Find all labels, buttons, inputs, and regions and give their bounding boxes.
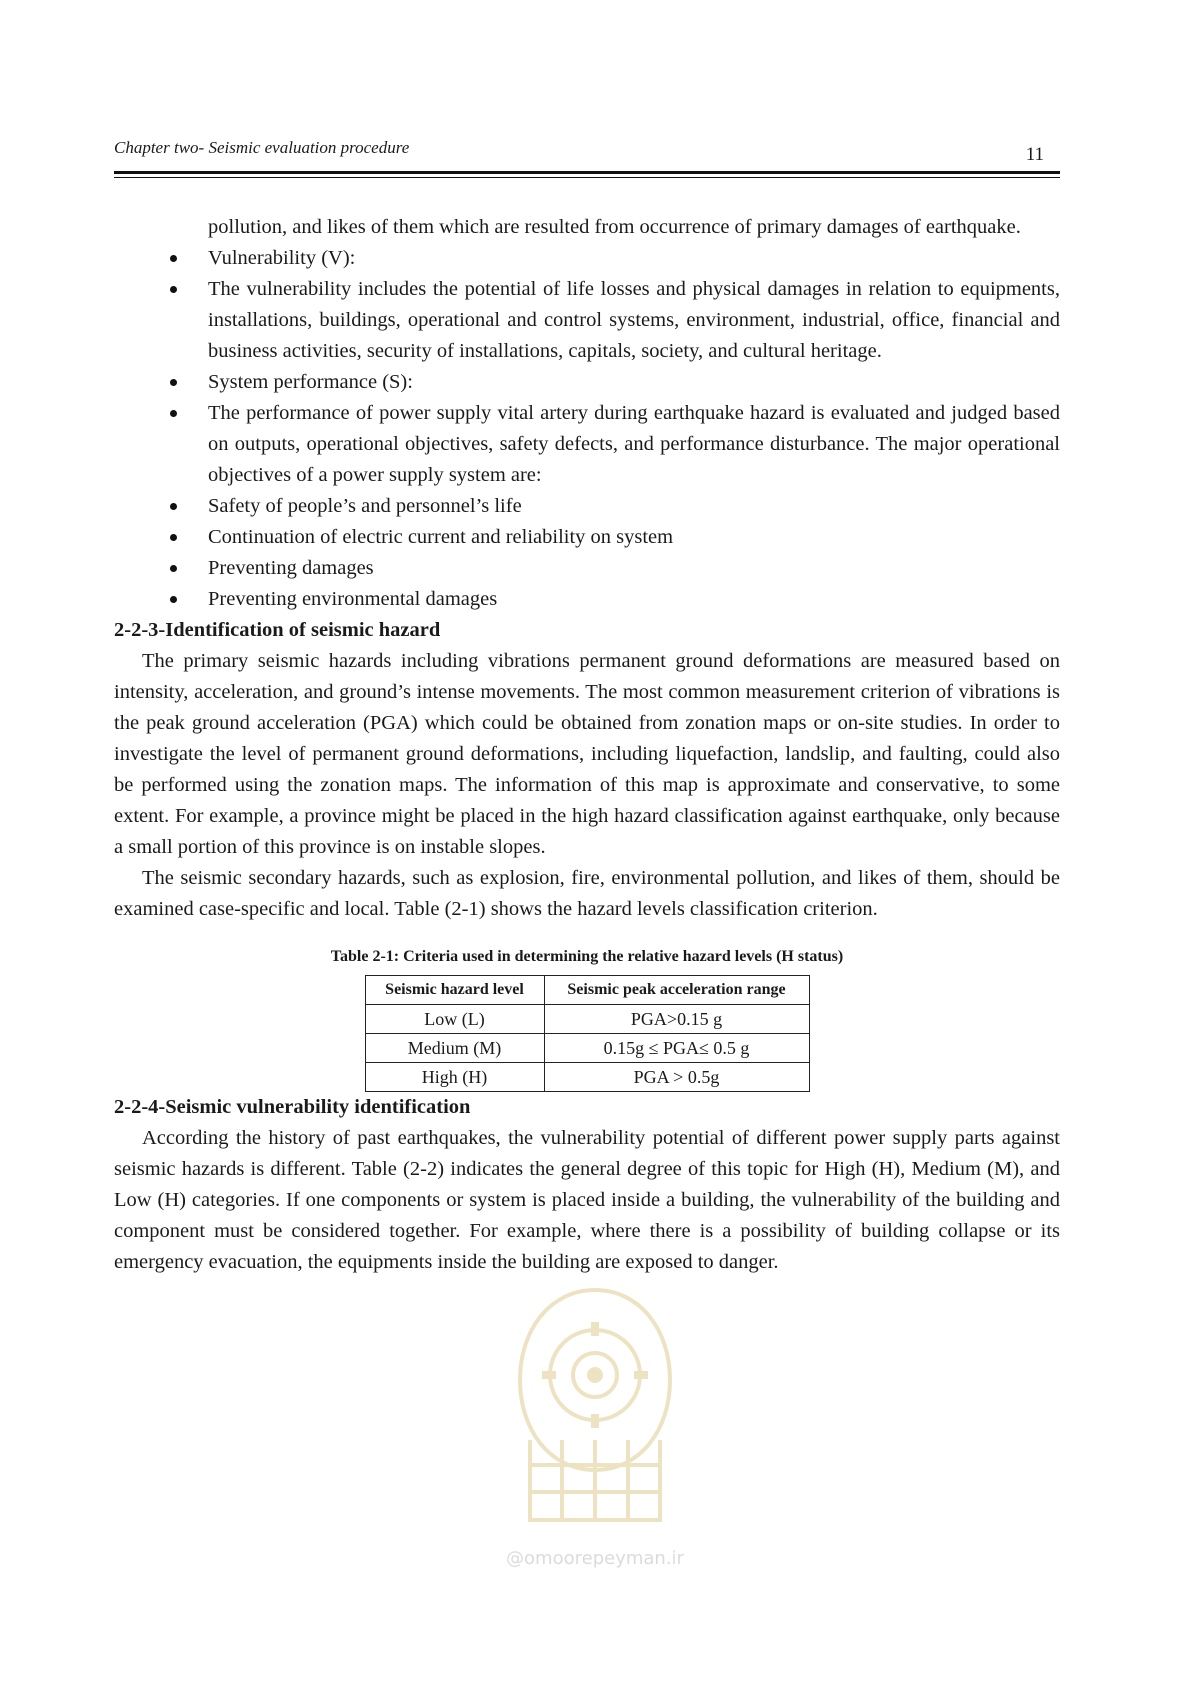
page-content <box>114 212 1060 1278</box>
table-cell: Medium (M) <box>365 1034 544 1063</box>
page-header <box>114 134 1060 174</box>
table-row <box>365 1063 809 1092</box>
list-item <box>114 367 1060 398</box>
list-item-text: System performance (S): <box>208 371 413 393</box>
header-rule-thin <box>114 177 1060 178</box>
table-caption: Table 2-1: Criteria used in determining the relative hazard levels (H status) <box>330 948 844 965</box>
running-head: Chapter two- Seismic evaluation procedure <box>114 138 410 157</box>
list-item-text: The performance of power supply vital artery during earthquake hazard is evaluated and judged based on outputs, operational objectives, safety defects, and performance disturbance. The major operational objectives of a power supply system are: <box>208 402 1060 486</box>
body-paragraph: According the history of past earthquakes, the vulnerability potential of different power supply parts against seismic hazards is different. Table (2-2) indicates the general degree of this topic for High (H), Medium (M), and Low (H) categories. If one components or system is placed inside a building, the vulnerability of the building and component must be considered together. For example, where there is a possibility of building collapse or its emergency evacuation, the equipments inside the building are exposed to danger. <box>114 1127 1060 1273</box>
list-item <box>114 522 1060 553</box>
section-heading-2-2-3: 2-2-3-Identification of seismic hazard <box>114 619 441 641</box>
table-cell: PGA>0.15 g <box>544 1005 809 1034</box>
hazard-level-table <box>365 975 810 1092</box>
column-header: Seismic peak acceleration range <box>544 976 809 1005</box>
bullet-icon <box>170 534 177 541</box>
bullet-list <box>114 243 1060 615</box>
body-paragraph: The seismic secondary hazards, such as explosion, fire, environmental pollution, and likes of them, should be examined case-specific and local. Table (2-1) shows the hazard levels classification criterion. <box>114 867 1060 920</box>
bullet-icon <box>170 255 177 262</box>
list-item <box>114 584 1060 615</box>
table-cell: 0.15g ≤ PGA≤ 0.5 g <box>544 1034 809 1063</box>
header-rule-thick <box>114 171 1060 174</box>
table-header-row <box>365 976 809 1005</box>
continued-paragraph: pollution, and likes of them which are resulted from occurrence of primary damages of earthquake. <box>208 216 1021 238</box>
bullet-icon <box>170 596 177 603</box>
table-cell: Low (L) <box>365 1005 544 1034</box>
table-row <box>365 1005 809 1034</box>
list-item-text: Continuation of electric current and reliability on system <box>208 526 674 548</box>
table-cell: High (H) <box>365 1063 544 1092</box>
list-item <box>114 243 1060 274</box>
bullet-icon <box>170 565 177 572</box>
bullet-icon <box>170 379 177 386</box>
list-item-text: Vulnerability (V): <box>208 247 356 269</box>
list-item-text: The vulnerability includes the potential of life losses and physical damages in relation to equipments, installations, buildings, operational and control systems, environment, industrial, office, financial and business activities, security of installations, capitals, society, and cultural heritage. <box>208 278 1060 362</box>
list-item-text: Safety of people’s and personnel’s life <box>208 495 522 517</box>
table-row <box>365 1034 809 1063</box>
list-item-text: Preventing damages <box>208 557 374 579</box>
list-item <box>114 274 1060 367</box>
section-heading-2-2-4: 2-2-4-Seismic vulnerability identification <box>114 1096 471 1118</box>
page-number: 11 <box>1025 144 1044 165</box>
watermark <box>490 1270 700 1570</box>
watermark-text: @omoorepeyman.ir <box>506 1548 684 1569</box>
bullet-icon <box>170 410 177 417</box>
body-paragraph: The primary seismic hazards including vibrations permanent ground deformations are measured based on intensity, acceleration, and ground’s intense movements. The most common measurement criterion of vibrations is the peak ground acceleration (PGA) which could be obtained from zonation maps or on-site studies. In order to investigate the level of permanent ground deformations, including liquefaction, landslip, and faulting, could also be performed using the zonation maps. The information of this map is approximate and conservative, to some extent. For example, a province might be placed in the high hazard classification against earthquake, only because a small portion of this province is on instable slopes. <box>114 650 1060 858</box>
bullet-icon <box>170 286 177 293</box>
bullet-icon <box>170 503 177 510</box>
watermark-seal-icon <box>490 1270 700 1540</box>
column-header: Seismic hazard level <box>365 976 544 1005</box>
table-cell: PGA > 0.5g <box>544 1063 809 1092</box>
list-item <box>114 398 1060 491</box>
list-item-text: Preventing environmental damages <box>208 588 498 610</box>
list-item <box>114 553 1060 584</box>
list-item <box>114 491 1060 522</box>
